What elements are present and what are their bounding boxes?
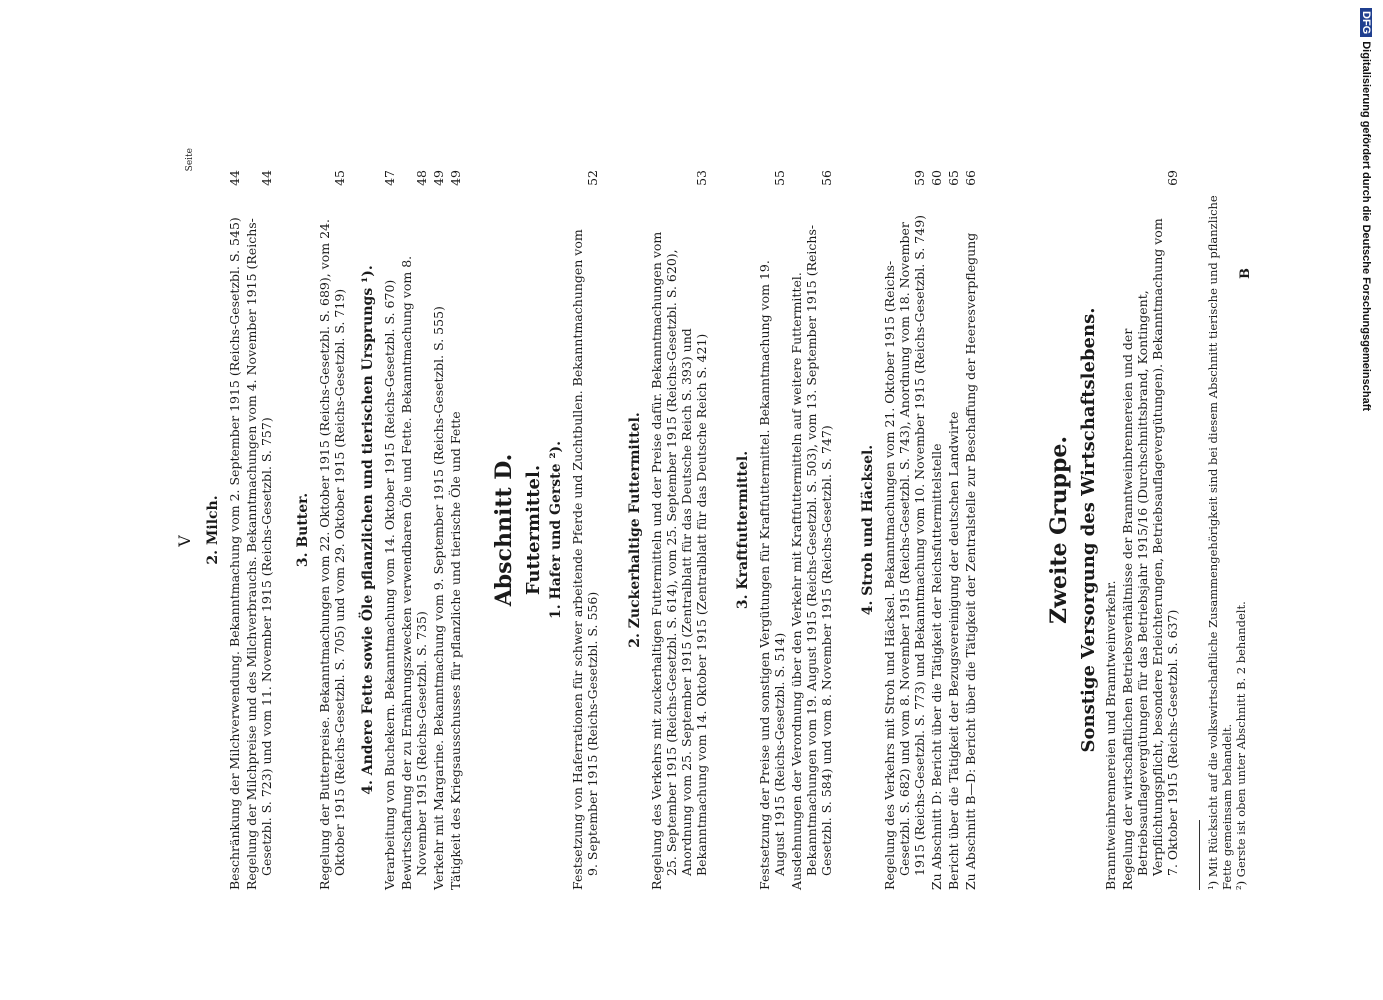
entry-page: 44 — [227, 170, 242, 186]
toc-entry — [882, 170, 927, 890]
entry-page: 45 — [332, 170, 347, 186]
entry-text: Beschränkung der Milchverwendung. Bekanntmachung vom 2. September 1915 (Reichs-Gesetzbl. S. 545) — [227, 217, 242, 890]
section-heading: 3. Butter. — [295, 492, 311, 568]
page-column — [45, 148, 1255, 920]
footnote-rule — [1199, 820, 1200, 890]
digitization-text: Digitalisierung gefördert durch die Deutsche Forschungsgemeinschaft — [1360, 41, 1372, 412]
chapter-title: Futtermittel. — [523, 464, 544, 596]
entry-page: 44 — [259, 170, 274, 186]
section-heading: 1. Hafer und Gerste ²). — [548, 441, 564, 619]
toc-entry — [946, 170, 961, 890]
toc-entry — [929, 170, 944, 890]
section-zweite-gruppe — [1040, 170, 1182, 890]
section-heading: 3. Kraftfuttermittel. — [735, 450, 751, 610]
section-heading: 4. Andere Fette sowie Öle pflanzlichen und tierischen Ursprungs ¹). — [360, 265, 376, 795]
entry-text: Ausdehnungen der Verordnung über den Verkehr mit Kraftfuttermitteln auf weitere Futtermittel. Bekanntmachungen vom 19. August 1915 (Reichs-Gesetzbl. S. 503), vom 13. September 1915 (Reichs-Gesetzbl. S. 584) und vom 8. November 1915 (Reichs-Gesetzbl. S. 747) — [789, 224, 834, 890]
toc-entry — [649, 170, 709, 890]
toc-entry — [244, 170, 274, 890]
entry-page: 59 — [912, 170, 927, 186]
rotated-page — [45, 148, 1255, 920]
entry-page: 60 — [929, 170, 944, 186]
section-stroh — [860, 170, 980, 890]
section-butter — [295, 170, 349, 890]
entry-page: 66 — [963, 170, 978, 186]
entry-page: 48 — [414, 170, 429, 186]
toc-entry — [963, 170, 978, 890]
entry-text: Bewirtschaftung der zu Ernährungszwecken verwendbaren Öle und Fette. Bekanntmachung vom 8. November 1915 (Reichs-Gesetzbl. S. 735) — [399, 255, 429, 890]
entry-text: Zu Abschnitt B—D: Bericht über die Tätigkeit der Zentralstelle zur Beschaffung der Heeresverpflegung — [963, 232, 978, 890]
section-heading: 2. Zuckerhaltige Futtermittel. — [627, 412, 643, 648]
entry-text: Festsetzung der Preise und sonstigen Vergütungen für Kraftfuttermittel. Bekanntmachung vom 19. August 1915 (Reichs-Gesetzbl. S. 514) — [757, 260, 787, 890]
group-title: Sonstige Versorgung des Wirtschaftslebens. — [1078, 307, 1099, 753]
chapter-heading: Abschnitt D. — [491, 453, 517, 607]
page-header: V — [175, 533, 194, 547]
entry-text: Verarbeitung von Buchekern. Bekanntmachung vom 14. Oktober 1915 (Reichs-Gesetzbl. S. 670) — [382, 279, 397, 890]
subline: Branntweinbrennereien und Branntweinverkehr. — [1103, 580, 1118, 890]
toc-entry — [382, 170, 397, 890]
toc-entry — [757, 170, 787, 890]
toc-entry — [399, 170, 429, 890]
entry-text: Regelung des Verkehrs mit Stroh und Häcksel. Bekanntmachungen vom 21. Oktober 1915 (Reichs-Gesetzbl. S. 682) und vom 8. November 1915 (Reichs-Gesetzbl. S. 743), Anordnung vom 18. November 1915 (Reichs-Gesetzbl. S. 773) und Bekanntmachung vom 10. November 1915 (Reichs-Gesetzbl. S. 749) — [882, 214, 927, 890]
entry-text: Regelung der wirtschaftlichen Betriebsverhältnisse der Branntweinbrennereien und der Betriebsauflagevergütungen für das Betriebsjahr 1915/16 (Durchschnittsbrand, Kontingent, Verpflichtungspflicht, besondere Erleichterungen, Betriebsauflagevergütungen). Bekanntmachung vom 7. Oktober 1915 (Reichs-Gesetzbl. S. 637) — [1120, 218, 1180, 890]
toc-entry — [227, 170, 242, 890]
entry-text: Zu Abschnitt D: Bericht über die Tätigkeit der Reichsfuttermittelstelle — [929, 443, 944, 890]
footnote: ¹) Mit Rücksicht auf die volkswirtschaftliche Zusammengehörigkeit sind bei diesem Abschnitt tierische und pflanzliche Fette gemeinsam behandelt. — [1206, 195, 1234, 890]
entry-text: Regelung des Verkehrs mit zuckerhaltigen Futtermitteln und der Preise dafür. Bekanntmachungen vom 25. September 1915 (Reichs-Gesetzbl. S. 614), vom 25. September 1915 (Reichs-Gesetzbl. S. 620), Anordnung vom 25. September 1915 (Zentralblatt für das Deutsche Reich S. 393) und Bekanntmachung vom 14. Oktober 1915 (Zentralblatt für das Deutsche Reich S. 421) — [649, 231, 709, 890]
toc-entry — [317, 170, 347, 890]
entry-page: 49 — [448, 170, 463, 186]
section-kraftfuttermittel — [735, 170, 836, 890]
dfg-logo: DFG — [1360, 8, 1372, 37]
entry-text: Regelung der Butterpreise. Bekanntmachungen vom 22. Oktober 1915 (Reichs-Gesetzbl. S. 689), vom 24. Oktober 1915 (Reichs-Gesetzbl. S. 705) und vom 29. Oktober 1915 (Reichs-Gesetzbl. S. 719) — [317, 219, 347, 890]
toc-entry — [448, 170, 463, 890]
section-zuckerhaltige — [627, 170, 711, 890]
section-abschnitt-d — [485, 170, 602, 890]
section-heading: 4. Stroh und Häcksel. — [860, 444, 876, 616]
entry-page: 52 — [585, 170, 600, 186]
entry-text: Verkehr mit Margarine. Bekanntmachung vom 9. September 1915 (Reichs-Gesetzbl. S. 555) — [431, 306, 446, 890]
entry-text: Tätigkeit des Kriegsausschusses für pflanzliche und tierische Öle und Fette — [448, 411, 463, 890]
signature-mark: B — [1238, 268, 1253, 279]
entry-page: 47 — [382, 170, 397, 186]
footnote: ²) Gerste ist oben unter Abschnitt B. 2 behandelt. — [1234, 601, 1248, 890]
entry-page: 55 — [772, 170, 787, 186]
section-andere-fette — [360, 170, 465, 890]
toc-entry — [1120, 170, 1180, 890]
entry-page: 53 — [694, 170, 709, 186]
entry-text: Bericht über die Tätigkeit der Bezugsvereinigung der deutschen Landwirte — [946, 411, 961, 890]
group-heading: Zweite Gruppe. — [1046, 436, 1072, 624]
entry-text: Festsetzung von Haferrationen für schwer arbeitende Pferde und Zuchtbullen. Bekanntmachungen vom 9. September 1915 (Reichs-Gesetzbl. S. 556) — [570, 229, 600, 890]
entry-page: 65 — [946, 170, 961, 186]
seite-label: Seite — [185, 148, 195, 172]
section-milch — [205, 170, 276, 890]
digitization-note — [1360, 8, 1372, 411]
toc-entry — [431, 170, 446, 890]
toc-entry — [570, 170, 600, 890]
entry-page: 49 — [431, 170, 446, 186]
entry-page: 56 — [819, 170, 834, 186]
entry-text: Regelung der Milchpreise und des Milchverbrauchs. Bekanntmachungen vom 4. November 1915 (Reichs-Gesetzbl. S. 723) und vom 11. November 1915 (Reichs-Gesetzbl. S. 757) — [244, 218, 274, 890]
toc-entry — [789, 170, 834, 890]
section-heading: 2. Milch. — [205, 495, 221, 565]
entry-page: 69 — [1165, 170, 1180, 186]
